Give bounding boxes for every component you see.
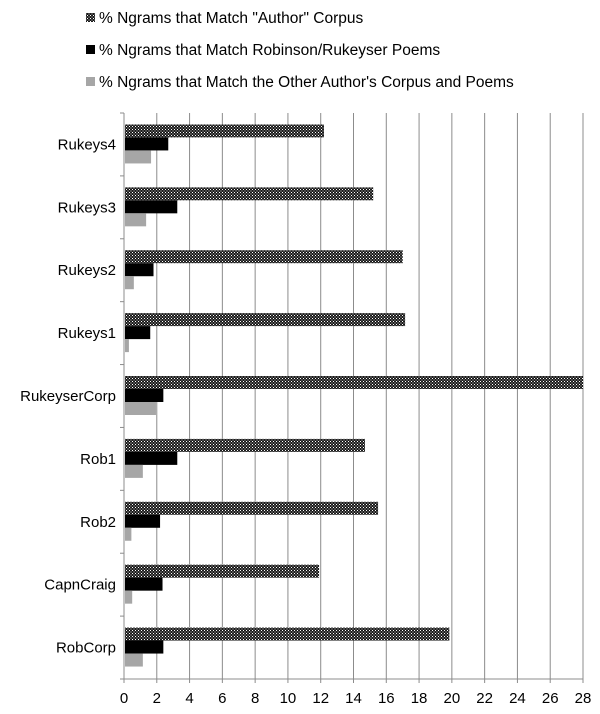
x-tick-label: 0 [119, 690, 129, 707]
x-tick-label: 20 [443, 690, 461, 707]
x-tick-label: 18 [410, 690, 428, 707]
x-tick-label: 6 [218, 690, 227, 707]
x-tick-label: 16 [377, 690, 395, 707]
bar-RukeyserCorp-series-1 [125, 376, 583, 389]
x-tick-label: 26 [541, 690, 559, 707]
bar-Rukeys4-series-1 [125, 124, 324, 137]
bar-RobCorp-series-2 [125, 641, 163, 654]
legend-label: % Ngrams that Match "Author" Corpus [99, 10, 364, 27]
legend-label: % Ngrams that Match Robinson/Rukeyser Poems [99, 42, 441, 59]
bar-Rob1-series-3 [125, 465, 143, 478]
bar-Rukeys4-series-2 [125, 137, 168, 150]
y-tick-label: Rob1 [80, 450, 116, 468]
x-tick-label: 4 [185, 690, 194, 707]
axes [20, 113, 591, 707]
bar-RobCorp-series-1 [125, 628, 449, 641]
bar-Rob1-series-1 [125, 439, 365, 452]
bar-Rukeys2-series-1 [125, 250, 403, 263]
x-tick-label: 12 [312, 690, 330, 707]
y-tick-label: Rukeys4 [57, 136, 116, 154]
y-tick-label: Rob2 [80, 513, 116, 531]
legend [86, 10, 514, 91]
legend-swatch [86, 77, 95, 86]
x-tick-label: 24 [509, 690, 526, 707]
bar-Rukeys3-series-3 [125, 213, 146, 226]
bar-Rukeys2-series-3 [125, 276, 134, 289]
x-tick-label: 2 [152, 690, 161, 707]
bar-Rukeys1-series-2 [125, 326, 150, 339]
bar-Rukeys1-series-1 [125, 313, 405, 326]
y-tick-label: RukeyserCorp [20, 388, 116, 405]
x-tick-label: 14 [345, 690, 362, 707]
x-tick-label: 10 [279, 690, 297, 707]
x-tick-label: 8 [250, 690, 260, 707]
bar-Rukeys3-series-2 [125, 200, 177, 213]
bar-RobCorp-series-3 [125, 654, 143, 667]
y-tick-label: RobCorp [55, 639, 116, 657]
legend-swatch [86, 13, 95, 22]
bar-Rob1-series-2 [125, 452, 177, 465]
y-tick-label: Rukeys3 [57, 199, 116, 217]
x-tick-label: 22 [476, 690, 493, 707]
bar-Rob2-series-2 [125, 515, 160, 528]
bar-CapnCraig-series-1 [125, 565, 319, 578]
bar-RukeyserCorp-series-3 [125, 402, 156, 415]
x-tick-label: 28 [574, 690, 592, 707]
legend-swatch [86, 45, 95, 54]
bar-Rob2-series-3 [125, 528, 131, 541]
legend-label: % Ngrams that Match the Other Author's Corpus and Poems [99, 74, 514, 91]
bar-CapnCraig-series-3 [125, 591, 132, 604]
y-tick-label: CapnCraig [44, 576, 116, 594]
bar-Rob2-series-1 [125, 502, 378, 515]
bar-Rukeys4-series-3 [125, 150, 151, 163]
bar-Rukeys2-series-2 [125, 263, 154, 276]
bar-CapnCraig-series-2 [125, 578, 163, 591]
bar-Rukeys3-series-1 [125, 187, 373, 200]
bar-Rukeys1-series-3 [125, 339, 129, 352]
y-tick-label: Rukeys2 [57, 262, 116, 280]
y-tick-label: Rukeys1 [57, 325, 116, 343]
bar-RukeyserCorp-series-2 [125, 389, 163, 402]
